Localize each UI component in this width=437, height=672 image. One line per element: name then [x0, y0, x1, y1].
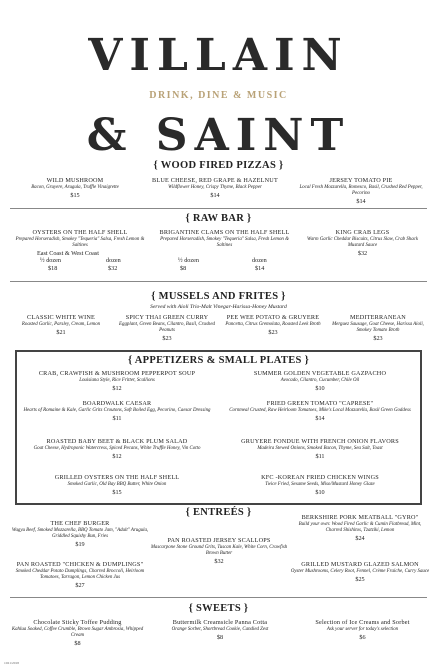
item-price: $25 — [355, 575, 365, 583]
item-name: BERKSHIRE PORK MEATBALL "GYRO" — [301, 514, 419, 521]
item-name: ROASTED BABY BEET & BLACK PLUM SALAD — [46, 438, 188, 445]
oysters-dozen-label: dozen — [106, 257, 121, 264]
item-desc: Bacon, Gruyere, Arugula, Truffle Vinaigrette — [31, 184, 119, 190]
item-price: $10 — [315, 488, 325, 496]
clams-dozen-price: $14 — [255, 265, 265, 272]
item-price: $12 — [112, 452, 122, 460]
menu-item-entree-4 — [10, 561, 150, 589]
menu-item-appetizer-3 — [22, 400, 212, 422]
menu-item-clams — [152, 229, 297, 249]
item-desc: Oyster Mushrooms, Celery Root, Fennel, Crème Fraiche, Curry Sauce — [290, 568, 430, 574]
logo-villain: VILLAIN — [88, 30, 349, 81]
item-desc: Prepared Horseradish, Smokey "Tequeria" Salsa, Fresh Lemon & Saltines — [160, 236, 289, 248]
divider — [10, 597, 427, 598]
item-price: $27 — [75, 581, 85, 589]
item-name: MEDITERRANEAN — [350, 314, 406, 321]
menu-item-pizza-1 — [10, 177, 140, 199]
item-desc: Wagyu Beef, Smoked Mozzarella, BBQ Tomato Jam, "Adult" Arugula, Griddled Squishy Bun, Fries — [11, 527, 149, 539]
item-desc: Warm Garlic Cheddar Biscuits, Citrus Slaw, Crab Shack Mustard Sauce — [307, 236, 418, 248]
item-desc: Ask your server for today's selection — [326, 626, 399, 632]
clams-half-dozen-price: $8 — [180, 265, 187, 272]
item-name: FRIED GREEN TOMATO "CAPRESE" — [266, 400, 374, 407]
item-desc: Prepared Horseradish, Smokey "Tequeria" Salsa, Fresh Lemon & Saltines — [15, 236, 145, 248]
item-name: GRUYERE FONDUE WITH FRENCH ONION FLAVORS — [241, 438, 399, 445]
item-price: $23 — [373, 334, 383, 342]
item-desc: Madeira Stewed Onions, Smoked Bacon, Thyme, Sea Salt, Toast — [257, 445, 383, 451]
divider — [10, 208, 427, 209]
item-name: KFC -KOREAN FRIED CHICKEN WINGS — [261, 474, 379, 481]
item-price: $23 — [162, 334, 172, 342]
item-price: $21 — [56, 328, 66, 336]
menu-item-oysters — [10, 229, 150, 249]
item-price: $32 — [214, 557, 224, 565]
item-name: WILD MUSHROOM — [46, 177, 104, 184]
section-title-raw-bar: { RAW BAR } — [185, 213, 252, 224]
menu-item-mussels-1 — [8, 314, 114, 336]
item-price: $32 — [357, 249, 368, 257]
item-name: JERSEY TOMATO PIE — [329, 177, 393, 184]
menu-item-appetizer-1 — [22, 370, 212, 392]
item-desc: Orange Sorbet, Shortbread Cookie, Candied Zest — [171, 626, 269, 632]
item-name: THE CHEF BURGER — [50, 520, 110, 527]
item-price: $11 — [315, 452, 325, 460]
menu-item-appetizer-4 — [225, 400, 415, 422]
item-price: $8 — [216, 633, 224, 641]
item-desc: Roasted Garlic, Parsley, Cream, Lemon — [21, 321, 101, 327]
section-title-pizzas: { WOOD FIRED PIZZAS } — [153, 160, 284, 171]
oysters-dozen-price: $32 — [108, 265, 118, 272]
item-name: PEE WEE POTATO & GRUYERE — [226, 314, 320, 321]
item-desc: Smoked Cheddar Potato Dumplings, Charred Broccoli, Heirloom Tomatoes, Tarragon, Lemon Chicken Jus — [15, 568, 145, 580]
item-desc: Merguez Sausage, Goat Cheese, Harissa Aioli, Smokey Tomato Broth — [332, 321, 424, 333]
item-desc: Twice Fried, Sesame Seeds, Miso/Mustard Honey Glaze — [265, 481, 375, 487]
item-desc: Louisiana Style, Rice Fritter, Scallions — [79, 377, 155, 383]
item-desc: Hearts of Romaine & Kale, Garlic Grits Croutons, Soft Boiled Egg, Pecorino, Caesar Dressing — [23, 407, 211, 413]
item-price: $24 — [355, 534, 365, 542]
menu-item-crab-legs — [300, 229, 425, 257]
menu-item-entree-1 — [10, 520, 150, 548]
item-name: Chocolate Sticky Toffee Pudding — [33, 619, 122, 626]
item-price: $11 — [112, 414, 122, 422]
menu-item-appetizer-8 — [225, 474, 415, 496]
item-name: Buttermilk Creamsicle Panna Cotta — [172, 619, 268, 626]
menu-item-appetizer-2 — [225, 370, 415, 392]
item-name: GRILLED MUSTARD GLAZED SALMON — [301, 561, 419, 568]
divider — [10, 281, 427, 282]
footer-code: 1021/2018 — [4, 661, 19, 665]
item-desc: Cornmeal Crusted, Raw Heirloom Tomatoes, Mike's Local Mozzarella, Basil Green Goddess — [229, 407, 411, 413]
tagline: DRINK, DINE & MUSIC — [149, 90, 288, 101]
item-price: $14 — [356, 197, 366, 205]
item-desc: Goat Cheese, Hydroponic Watercress, Spiced Pecans, White Truffle Honey, Vin Cotto — [33, 445, 201, 451]
item-desc: Kahlua Soaked, Coffee Crumble, Brown Sugar Ambrosia, Whipped Cream — [11, 626, 144, 638]
item-price: $23 — [268, 328, 278, 336]
menu-item-sweet-1 — [10, 619, 145, 647]
item-desc: Build your own: Wood Fired Garlic & Cumin Flatbread, Mint, Charred Shishitos, Tzatziki, Lemon — [298, 521, 422, 533]
menu-item-entree-3 — [148, 537, 290, 565]
item-price: $14 — [210, 191, 220, 199]
menu-item-entree-2 — [290, 514, 430, 542]
menu-item-sweet-2 — [150, 619, 290, 641]
item-name: OYSTERS ON THE HALF SHELL — [32, 229, 128, 236]
item-desc: Smoked Garlic, Old Bay BBQ Butter, White Onion — [67, 481, 167, 487]
menu-item-mussels-2 — [114, 314, 220, 342]
menu-item-mussels-3 — [220, 314, 326, 336]
item-name: PAN ROASTED "CHICKEN & DUMPLINGS" — [16, 561, 144, 568]
item-price: $14 — [315, 414, 325, 422]
item-name: KING CRAB LEGS — [335, 229, 390, 236]
item-name: Selection of Ice Creams and Sorbet — [315, 619, 410, 626]
item-desc: Local Fresh Mozzarella, Romesco, Basil, Crushed Red Pepper, Pecorino — [299, 184, 423, 196]
menu-item-appetizer-7 — [22, 474, 212, 496]
clams-half-dozen-label: ½ dozen — [178, 257, 199, 264]
item-desc: Pancetta, Citrus Gremolata, Roasted Leek Broth — [225, 321, 321, 327]
section-title-appetizers: { APPETIZERS & SMALL PLATES } — [127, 355, 310, 366]
item-price: $15 — [112, 488, 122, 496]
item-name: CLASSIC WHITE WINE — [27, 314, 95, 321]
clams-dozen-label: dozen — [252, 257, 267, 264]
item-price: $6 — [359, 633, 366, 641]
item-name: CRAB, CRAWFISH & MUSHROOM PEPPERPOT SOUP — [38, 370, 196, 377]
item-desc: Mascarpone Stone Ground Grits, Tuscan Kale, White Corn, Crawfish Brown Butter — [150, 544, 288, 556]
item-price: $8 — [74, 639, 81, 647]
menu-item-mussels-4 — [326, 314, 430, 342]
item-name: SUMMER GOLDEN VEGETABLE GAZPACHO — [253, 370, 387, 377]
item-name: GRILLED OYSTERS ON THE HALF SHELL — [54, 474, 180, 481]
oysters-half-dozen-label: ½ dozen — [40, 257, 61, 264]
menu-item-appetizer-6 — [225, 438, 415, 460]
logo-saint: & SAINT — [86, 110, 351, 161]
item-price: $12 — [112, 384, 122, 392]
section-subtitle-mussels: Served with Aioli Trio-Malt Vinegar-Harissa-Honey Mustard — [150, 304, 287, 310]
item-desc: Eggplant, Green Beans, Cilantro, Basil, Crushed Peanuts — [119, 321, 215, 333]
item-desc: Wildflower Honey, Crispy Thyme, Black Pepper — [168, 184, 262, 190]
menu-item-entree-5 — [290, 561, 430, 583]
item-name: BLUE CHEESE, RED GRAPE & HAZELNUT — [152, 177, 278, 184]
section-title-sweets: { SWEETS } — [188, 603, 249, 614]
menu-item-pizza-2 — [140, 177, 290, 199]
oysters-subtitle: East Coast & West Coast — [37, 250, 99, 257]
item-name: BRIGANTINE CLAMS ON THE HALF SHELL — [159, 229, 290, 236]
item-price: $19 — [75, 540, 85, 548]
section-title-entrees: { ENTREÉS } — [185, 507, 252, 518]
item-name: PAN ROASTED JERSEY SCALLOPS — [167, 537, 271, 544]
item-price: $15 — [70, 191, 80, 199]
menu-item-pizza-3 — [295, 177, 427, 205]
oysters-half-dozen-price: $18 — [48, 265, 58, 272]
menu-item-sweet-3 — [295, 619, 430, 641]
menu-item-appetizer-5 — [22, 438, 212, 460]
item-name: SPICY THAI GREEN CURRY — [125, 314, 209, 321]
item-name: BOARDWALK CAESAR — [82, 400, 152, 407]
item-desc: Avocado, Cilantro, Cucumber, Chile Oil — [280, 377, 360, 383]
section-title-mussels: { MUSSELS AND FRITES } — [151, 291, 286, 302]
item-price: $10 — [315, 384, 325, 392]
